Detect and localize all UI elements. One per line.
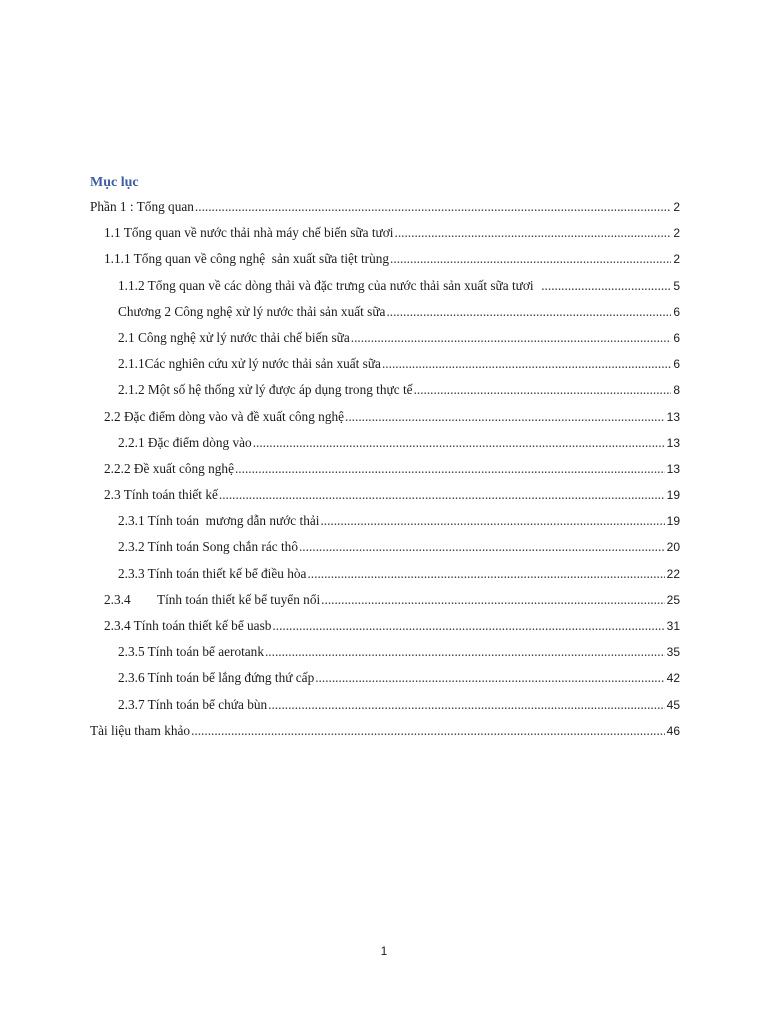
toc-entry-label: 2.3 Tính toán thiết kế	[104, 487, 218, 503]
toc-entry-label: 1.1.2 Tổng quan về các dòng thải và đặc trưng của nước thải sản xuất sữa tươi	[118, 277, 541, 293]
toc-entry-label: 2.3.7 Tính toán bể chứa bùn	[118, 696, 268, 712]
toc-entry-label: 2.3.4 Tính toán thiết kế bể uasb	[104, 618, 272, 633]
toc-leader-dots	[307, 565, 664, 583]
toc-entry-phan-1[interactable]	[90, 196, 680, 216]
toc-entry-2-2-2[interactable]	[90, 452, 680, 478]
toc-entry-page: 20	[666, 540, 680, 555]
toc-entry-tai-lieu[interactable]	[90, 714, 680, 740]
toc-entry-2-1[interactable]	[90, 321, 680, 347]
toc-entry-label: 2.2.2 Đề xuất công nghệ	[104, 460, 234, 476]
toc-entry-label: 1.1.1 Tổng quan về công nghệ sản xuất sữa tiệt trùng	[104, 251, 390, 267]
toc-leader-dots	[386, 303, 671, 321]
toc-entry-page: 42	[666, 671, 680, 686]
toc-entry-label: Phần 1 : Tổng quan	[90, 199, 194, 214]
toc-leader-dots	[265, 643, 665, 661]
toc-entry-label: 2.1.2 Một số hệ thống xử lý được áp dụng trong thực tế	[118, 382, 413, 398]
toc-leader-dots	[321, 591, 664, 609]
toc-entry-2-1-2[interactable]	[90, 373, 680, 399]
toc-entry-label: 2.2.1 Đặc điểm dòng vào	[118, 434, 252, 450]
toc-entry-2-2[interactable]	[90, 399, 680, 425]
toc-entry-label: 2.3.2 Tính toán Song chắn rác thô	[118, 539, 298, 555]
toc-entry-page: 13	[666, 461, 680, 476]
toc-entry-page: 25	[666, 592, 680, 607]
toc-entry-page: 45	[666, 697, 680, 712]
toc-leader-dots	[345, 408, 665, 426]
toc-entry-page: 13	[666, 435, 680, 450]
toc-title: Mục lục	[90, 175, 139, 190]
toc-leader-dots	[235, 460, 665, 478]
toc-leader-dots	[191, 722, 665, 740]
toc-leader-dots	[320, 512, 664, 530]
toc-entry-label: 2.2 Đặc điểm dòng vào và đề xuất công nghệ	[104, 408, 345, 424]
toc-leader-dots	[395, 224, 672, 242]
toc-entry-label: 2.3.5 Tính toán bể aerotank	[118, 644, 264, 660]
toc-entry-1-1-1[interactable]	[90, 242, 680, 268]
toc-leader-dots	[219, 486, 665, 504]
toc-leader-dots	[268, 696, 665, 714]
toc-entry-page: 5	[673, 278, 680, 293]
toc-entry-label: 2.3.6 Tính toán bể lắng đứng thứ cấp	[118, 670, 315, 686]
toc-entry-page: 2	[673, 226, 680, 241]
toc-entry-page: 31	[666, 619, 680, 633]
toc-entry-2-3-3[interactable]	[90, 556, 680, 582]
toc-entry-page: 35	[666, 645, 680, 660]
toc-entry-2-3-6[interactable]	[90, 661, 680, 687]
toc-entry-label: 2.1.1Các nghiên cứu xử lý nước thải sản xuất sữa	[118, 356, 381, 372]
toc-leader-dots	[382, 355, 671, 373]
toc-entry-page: 13	[666, 409, 680, 424]
toc-entry-page: 6	[673, 330, 680, 345]
toc-entry-label: 2.3.1 Tính toán mương dẫn nước thải	[118, 513, 320, 529]
toc-leader-dots	[315, 669, 664, 687]
toc-entry-label: 1.1 Tổng quan về nước thải nhà máy chế biến sữa tươi	[104, 225, 394, 241]
toc-leader-dots	[390, 250, 671, 268]
toc-entry-page: 2	[673, 252, 680, 267]
toc-entry-page: 46	[666, 723, 680, 738]
toc-leader-dots	[351, 329, 672, 347]
toc-entry-label: 2.1 Công nghệ xử lý nước thải chế biến sữa	[118, 329, 350, 345]
toc-entry-1-1-2[interactable]	[90, 268, 680, 294]
toc-leader-dots	[299, 538, 665, 556]
toc-entry-2-3-5[interactable]	[90, 635, 680, 661]
toc-entry-page: 19	[666, 514, 680, 529]
toc-entry-page: 6	[673, 357, 680, 372]
toc-entry-page: 8	[673, 383, 680, 398]
toc-entry-label: Tài liệu tham khảo	[90, 722, 191, 738]
toc-entry-2-3-1[interactable]	[90, 504, 680, 530]
toc-leader-dots	[195, 198, 671, 216]
toc-entry-label: 2.3.4 Tính toán thiết kế bể tuyển nổi	[104, 591, 321, 607]
toc-leader-dots	[414, 381, 672, 399]
table-of-contents	[90, 196, 680, 740]
toc-entry-2-3-7[interactable]	[90, 687, 680, 713]
toc-entry-page: 22	[666, 566, 680, 581]
toc-leader-dots	[541, 277, 671, 295]
toc-entry-2-1-1[interactable]	[90, 347, 680, 373]
toc-entry-page: 6	[673, 304, 680, 319]
toc-entry-label: 2.3.3 Tính toán thiết kế bể điều hòa	[118, 565, 307, 581]
page-number: 1	[380, 944, 388, 958]
toc-leader-dots	[253, 434, 665, 452]
toc-entry-2-3-4-uasb[interactable]	[90, 609, 680, 635]
toc-entry-2-2-1[interactable]	[90, 426, 680, 452]
toc-entry-1-1[interactable]	[90, 216, 680, 242]
toc-entry-2-3-4-tuyen-noi[interactable]	[90, 583, 680, 609]
toc-entry-2-3-2[interactable]	[90, 530, 680, 556]
toc-entry-chuong-2[interactable]	[90, 295, 680, 321]
toc-leader-dots	[272, 617, 664, 635]
toc-entry-2-3[interactable]	[90, 478, 680, 504]
toc-entry-label: Chương 2 Công nghệ xử lý nước thải sản xuất sữa	[118, 303, 386, 319]
toc-entry-page: 19	[666, 488, 680, 503]
toc-entry-page: 2	[673, 200, 680, 214]
